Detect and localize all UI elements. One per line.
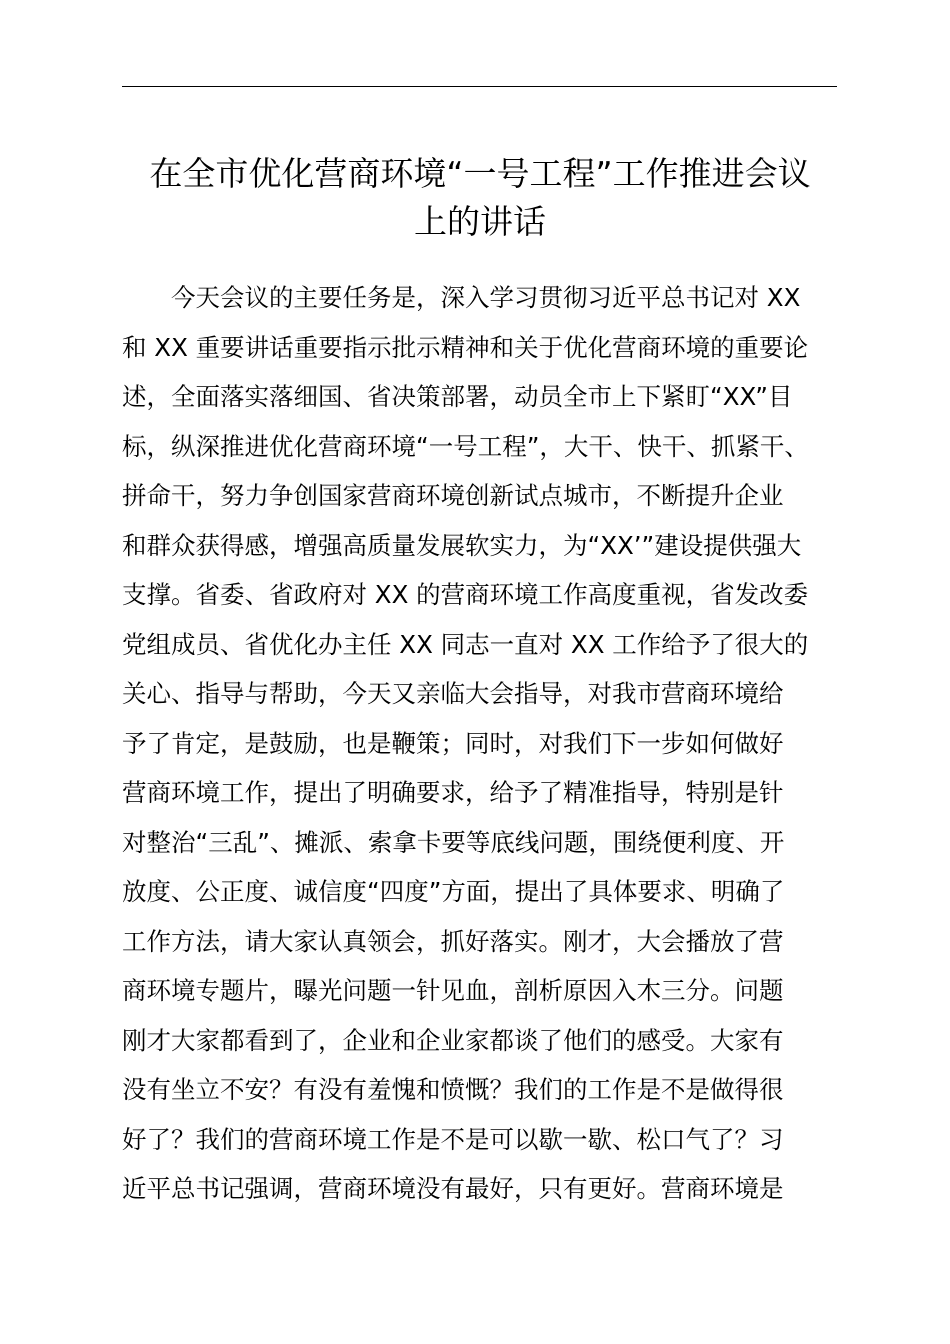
body-line: 支撑。省委、省政府对 XX 的营商环境工作高度重视，省发改委: [122, 580, 809, 609]
body-line: 今天会议的主要任务是，深入学习贯彻习近平总书记对 XX: [171, 283, 801, 312]
body-line: 述，全面落实落细国、省决策部署，动员全市上下紧盯“XX”目: [122, 382, 793, 411]
body-line: 刚才大家都看到了，企业和企业家都谈了他们的感受。大家有: [122, 1025, 784, 1055]
body-line: 营商环境工作，提出了明确要求，给予了精准指导，特别是针: [122, 778, 784, 807]
body-line: 工作方法，请大家认真领会，抓好落实。刚才，大会播放了营: [122, 926, 784, 956]
title-line-2: 上的讲话: [414, 202, 546, 241]
body-line: 关心、指导与帮助，今天又亲临大会指导，对我市营商环境给: [122, 679, 784, 708]
body-line: 和 XX 重要讲话重要指示批示精神和关于优化营商环境的重要论: [122, 332, 809, 362]
body-line: 拼命干，努力争创国家营商环境创新试点城市，不断提升企业: [122, 481, 784, 510]
body-line: 予了肯定，是鼓励，也是鞭策；同时，对我们下一步如何做好: [122, 728, 784, 758]
body-line: 近平总书记强调，营商环境没有最好，只有更好。营商环境是: [122, 1174, 784, 1203]
body-line: 没有坐立不安？有没有羞愧和愤慨？我们的工作是不是做得很: [122, 1075, 784, 1104]
document-body: [122, 273, 852, 1214]
body-line: 商环境专题片，曝光问题一针见血，剖析原因入木三分。问题: [122, 976, 784, 1005]
document-title: [110, 150, 850, 246]
body-line: 好了？我们的营商环境工作是不是可以歇一歇、松口气了？习: [122, 1124, 784, 1154]
title-line-1: 在全市优化营商环境“一号工程”工作推进会议: [149, 154, 811, 193]
body-line: 对整治“三乱”、摊派、索拿卡要等底线问题，围绕便利度、开: [122, 827, 785, 857]
header-rule: [122, 86, 837, 87]
body-line: 和群众获得感，增强高质量发展软实力，为“XX’”建设提供强大: [122, 530, 802, 560]
body-line: 标，纵深推进优化营商环境“一号工程”，大干、快干、抓紧干、: [122, 431, 809, 461]
body-line: 放度、公正度、诚信度“四度”方面，提出了具体要求、明确了: [122, 877, 785, 906]
body-line: 党组成员、省优化办主任 XX 同志一直对 XX 工作给予了很大的: [122, 629, 809, 659]
